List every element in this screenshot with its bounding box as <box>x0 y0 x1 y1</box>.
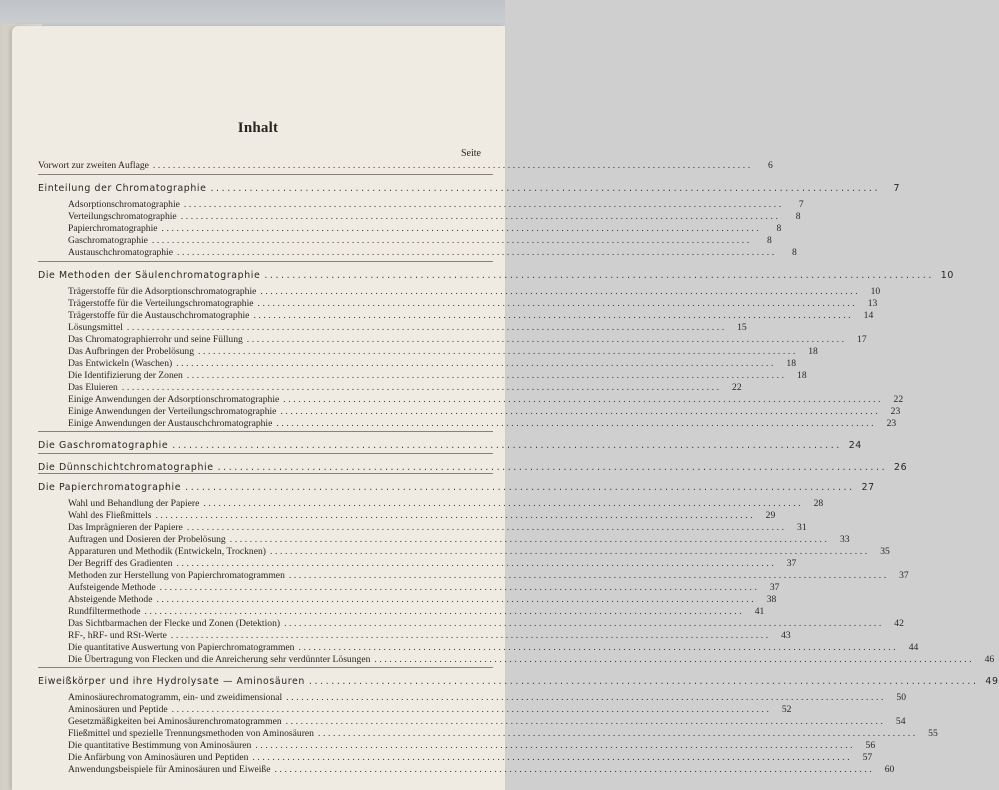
toc-entry <box>68 728 938 739</box>
dot-leader: ........................................................................................................................ <box>176 558 777 569</box>
dot-leader: ........................................................................................................................ <box>283 394 884 405</box>
dot-leader: ........................................................................................................................ <box>152 160 753 171</box>
toc-entry-page: 17 <box>857 334 867 345</box>
dot-leader: ........................................................................................................................ <box>126 322 727 333</box>
toc-entry-label: Rundfiltermethode <box>68 606 141 617</box>
toc-entry-page: 37 <box>899 570 909 581</box>
toc-entry <box>68 606 765 617</box>
toc-entry-page: 18 <box>797 370 807 381</box>
toc-entry-label: Methoden zur Herstellung von Papierchromatogrammen <box>68 570 285 581</box>
toc-entry-page: 60 <box>884 764 895 775</box>
toc-entry-label: Das Eluieren <box>68 382 118 393</box>
toc-entry-page: 42 <box>894 618 904 629</box>
toc-entry-page: 37 <box>786 558 797 569</box>
toc-entry-label: Der Begriff des Gradienten <box>68 558 173 569</box>
toc-entry-page: 8 <box>766 235 772 246</box>
toc-entry-label: Papierchromatographie <box>68 223 158 234</box>
toc-entry <box>68 692 907 703</box>
toc-entry <box>68 223 782 234</box>
dot-leader: ........................................................................................................................ <box>170 630 771 641</box>
section-divider <box>38 453 493 454</box>
dot-leader: ........................................................................................................................ <box>161 223 762 234</box>
toc-entry <box>68 570 909 581</box>
toc-entry <box>68 310 874 321</box>
dot-leader: ........................................................................................................................ <box>286 692 887 703</box>
toc-section-entry <box>38 270 954 281</box>
dot-leader: ........................................................................................................................ <box>156 594 757 605</box>
toc-entry-page: 49 <box>985 676 999 687</box>
toc-entry-label: Die Methoden der Säulenchromatographie <box>38 270 261 281</box>
dot-leader: ........................................................................................................................ <box>229 534 830 545</box>
toc-entry-page: 31 <box>797 522 807 533</box>
toc-entry-page: 6 <box>767 160 773 171</box>
dot-leader: ........................................................................................................................ <box>255 740 856 751</box>
toc-entry <box>68 322 747 333</box>
toc-entry <box>68 199 804 210</box>
dot-leader: ........................................................................................................................ <box>185 482 855 493</box>
toc-entry-label: Aminosäuren und Peptide <box>68 704 168 715</box>
dot-leader: ........................................................................................................................ <box>186 522 787 533</box>
toc-entry <box>68 382 742 393</box>
toc-entry-page: 56 <box>865 740 876 751</box>
toc-entry-label: Die quantitative Auswertung von Papierchromatogrammen <box>68 642 295 653</box>
dot-leader: ........................................................................................................................ <box>155 510 756 521</box>
toc-entry <box>68 642 919 653</box>
toc-entry <box>68 630 791 641</box>
toc-entry-label: Wahl und Behandlung der Papiere <box>68 498 200 509</box>
toc-entry-label: Fließmittel und spezielle Trennungsmethoden von Aminosäuren <box>68 728 314 739</box>
toc-entry-page: 13 <box>867 298 878 309</box>
toc-entry-page: 43 <box>781 630 791 641</box>
section-divider <box>38 431 493 432</box>
toc-entry <box>68 334 867 345</box>
toc-entry <box>68 704 792 715</box>
toc-entry <box>68 594 777 605</box>
dot-leader: ........................................................................................................................ <box>198 346 798 357</box>
dot-leader: ........................................................................................................................ <box>288 570 889 581</box>
toc-entry-page: 18 <box>808 346 818 357</box>
toc-entry-page: 18 <box>786 358 796 369</box>
toc-entry-label: Die quantitative Bestimmung von Aminosäuren <box>68 740 252 751</box>
toc-entry-label: Die Papierchromatographie <box>38 482 182 493</box>
toc-entry-page: 10 <box>870 286 881 297</box>
toc-entry-label: Auftragen und Dosieren der Probelösung <box>68 534 226 545</box>
dot-leader: ........................................................................................................................ <box>374 654 975 665</box>
dot-leader: ........................................................................................................................ <box>264 270 934 281</box>
dot-leader: ........................................................................................................................ <box>159 582 760 593</box>
toc-entry <box>68 406 901 417</box>
dot-leader: ........................................................................................................................ <box>298 642 899 653</box>
toc-entry <box>68 618 904 629</box>
toc-entry-page: 44 <box>908 642 919 653</box>
toc-entry-page: 29 <box>765 510 776 521</box>
toc-entry-page: 23 <box>890 406 901 417</box>
dot-leader: ........................................................................................................................ <box>203 498 804 509</box>
toc-entry-label: Die Gaschromatographie <box>38 440 169 451</box>
toc-entry <box>68 582 780 593</box>
toc-entry-page: 24 <box>848 440 862 451</box>
toc-entry <box>68 211 801 222</box>
dot-leader: ........................................................................................................................ <box>180 211 781 222</box>
toc-section-entry <box>38 183 901 194</box>
toc-entry-page: 57 <box>862 752 873 763</box>
toc-entry-page: 14 <box>863 310 874 321</box>
toc-entry-label: Die Übertragung von Flecken und die Anreicherung sehr verdünnter Lösungen <box>68 654 371 665</box>
toc-entry <box>68 510 776 521</box>
toc-entry-label: Wahl des Fließmittels <box>68 510 152 521</box>
dot-leader: ........................................................................................................................ <box>257 298 858 309</box>
dot-leader: ........................................................................................................................ <box>252 752 853 763</box>
toc-entry-page: 52 <box>781 704 792 715</box>
toc-entry-label: Apparaturen und Methodik (Entwickeln, Trocknen) <box>68 546 266 557</box>
dot-leader: ........................................................................................................................ <box>274 764 875 775</box>
dot-leader: ........................................................................................................................ <box>176 247 777 258</box>
toc-entry-page: 50 <box>896 692 907 703</box>
toc-entry-label: Das Imprägnieren der Papiere <box>68 522 183 533</box>
section-divider <box>38 667 493 668</box>
toc-section-entry <box>38 462 908 473</box>
dot-leader: ........................................................................................................................ <box>210 183 881 194</box>
toc-entry-label: Gesetzmäßigkeiten bei Aminosäurenchromatogrammen <box>68 716 282 727</box>
toc-entry-label: Trägerstoffe für die Adsorptionschromatographie <box>68 286 257 297</box>
dot-leader: ........................................................................................................................ <box>246 334 847 345</box>
toc-section-entry <box>38 440 862 451</box>
toc-entry-page: 10 <box>940 270 954 281</box>
toc-entry <box>68 346 818 357</box>
toc-entry-label: Das Chromatographierrohr und seine Füllung <box>68 334 243 345</box>
toc-entry-page: 38 <box>766 594 777 605</box>
book-page <box>12 26 999 790</box>
page-column-label: Seite <box>461 148 481 159</box>
toc-entry-label: Aufsteigende Methode <box>68 582 156 593</box>
dot-leader: ........................................................................................................................ <box>121 382 722 393</box>
toc-entry-page: 28 <box>813 498 824 509</box>
toc-entry-page: 46 <box>984 654 995 665</box>
dot-leader: ........................................................................................................................ <box>269 546 870 557</box>
toc-entry-label: Vorwort zur zweiten Auflage <box>38 160 149 171</box>
toc-entry <box>68 498 824 509</box>
toc-entry <box>68 418 897 429</box>
toc-section-entry <box>38 482 875 493</box>
toc-entry-page: 7 <box>893 183 901 194</box>
toc-entry <box>68 247 797 258</box>
toc-entry-label: Die Dünnschichtchromatographie <box>38 462 214 473</box>
toc-entry <box>68 394 904 405</box>
toc-entry <box>68 522 807 533</box>
toc-entry-page: 22 <box>732 382 742 393</box>
toc-entry <box>68 764 895 775</box>
toc-entry-page: 35 <box>880 546 890 557</box>
toc-entry-label: Einige Anwendungen der Verteilungschromatographie <box>68 406 277 417</box>
toc-entry-page: 33 <box>839 534 850 545</box>
toc-entry-label: Aminosäurechromatogramm, ein- und zweidimensional <box>68 692 283 703</box>
dot-leader: ........................................................................................................................ <box>285 716 886 727</box>
toc-entry <box>68 358 796 369</box>
toc-entry-page: 8 <box>791 247 797 258</box>
toc-entry-label: Die Anfärbung von Aminosäuren und Peptiden <box>68 752 249 763</box>
toc-entry-label: Absteigende Methode <box>68 594 153 605</box>
toc-entry-page: 27 <box>861 482 875 493</box>
dot-leader: ........................................................................................................................ <box>308 676 979 687</box>
toc-entry-page: 8 <box>795 211 801 222</box>
toc-entry-page: 26 <box>894 462 908 473</box>
toc-entry <box>68 752 873 763</box>
toc-entry-page: 41 <box>754 606 765 617</box>
dot-leader: ........................................................................................................................ <box>217 462 888 473</box>
toc-entry-label: Trägerstoffe für die Austauschchromatographie <box>68 310 250 321</box>
toc-entry-page: 55 <box>928 728 938 739</box>
toc-entry-label: Austauschchromatographie <box>68 247 173 258</box>
dot-leader: ........................................................................................................................ <box>280 406 881 417</box>
toc-entry <box>68 740 876 751</box>
toc-entry-page: 15 <box>737 322 747 333</box>
dot-leader: ........................................................................................................................ <box>284 618 884 629</box>
section-divider <box>38 473 493 474</box>
page-title: Inhalt <box>237 120 279 136</box>
toc-entry <box>68 558 797 569</box>
toc-entry <box>68 546 890 557</box>
toc-entry <box>68 298 878 309</box>
toc-entry-label: Gaschromatographie <box>68 235 148 246</box>
toc-entry-page: 37 <box>769 582 780 593</box>
dot-leader: ........................................................................................................................ <box>276 418 877 429</box>
toc-entry <box>38 160 773 171</box>
toc-entry-page: 8 <box>776 223 782 234</box>
toc-entry-label: Einige Anwendungen der Austauschchromatographie <box>68 418 273 429</box>
toc-entry <box>68 286 881 297</box>
toc-entry <box>68 534 850 545</box>
toc-entry-label: Einteilung der Chromatographie <box>38 183 207 194</box>
dot-leader: ........................................................................................................................ <box>260 286 861 297</box>
toc-entry-label: Adsorptionschromatographie <box>68 199 180 210</box>
toc-entry-label: Trägerstoffe für die Verteilungschromatographie <box>68 298 254 309</box>
toc-entry-label: RF-, hRF- und RSt-Werte <box>68 630 167 641</box>
dot-leader: ........................................................................................................................ <box>172 440 842 451</box>
section-divider <box>38 174 493 175</box>
section-divider <box>38 261 493 262</box>
dot-leader: ........................................................................................................................ <box>144 606 745 617</box>
toc-entry <box>68 235 772 246</box>
toc-entry-label: Das Aufbringen der Probelösung <box>68 346 195 357</box>
toc-entry-page: 23 <box>886 418 897 429</box>
toc-entry-label: Das Entwickeln (Waschen) <box>68 358 173 369</box>
dot-leader: ........................................................................................................................ <box>171 704 772 715</box>
toc-entry-label: Eiweißkörper und ihre Hydrolysate — Aminosäuren <box>38 676 305 687</box>
dot-leader: ........................................................................................................................ <box>186 370 787 381</box>
toc-entry-label: Das Sichtbarmachen der Flecke und Zonen (Detektion) <box>68 618 281 629</box>
toc-entry-page: 7 <box>798 199 804 210</box>
dot-leader: ........................................................................................................................ <box>183 199 784 210</box>
dot-leader: ........................................................................................................................ <box>176 358 776 369</box>
toc-entry-label: Die Identifizierung der Zonen <box>68 370 183 381</box>
toc-section-entry <box>38 676 999 687</box>
toc-entry-page: 54 <box>895 716 906 727</box>
toc-entry <box>68 716 906 727</box>
toc-entry <box>68 654 995 665</box>
toc-entry-label: Anwendungsbeispiele für Aminosäuren und Eiweiße <box>68 764 271 775</box>
toc-entry-label: Einige Anwendungen der Adsorptionschromatographie <box>68 394 280 405</box>
dot-leader: ........................................................................................................................ <box>253 310 854 321</box>
toc-entry-page: 22 <box>893 394 904 405</box>
dot-leader: ........................................................................................................................ <box>151 235 752 246</box>
toc-entry-label: Verteilungschromatographie <box>68 211 177 222</box>
toc-entry <box>68 370 807 381</box>
toc-entry-label: Lösungsmittel <box>68 322 123 333</box>
dot-leader: ........................................................................................................................ <box>317 728 918 739</box>
